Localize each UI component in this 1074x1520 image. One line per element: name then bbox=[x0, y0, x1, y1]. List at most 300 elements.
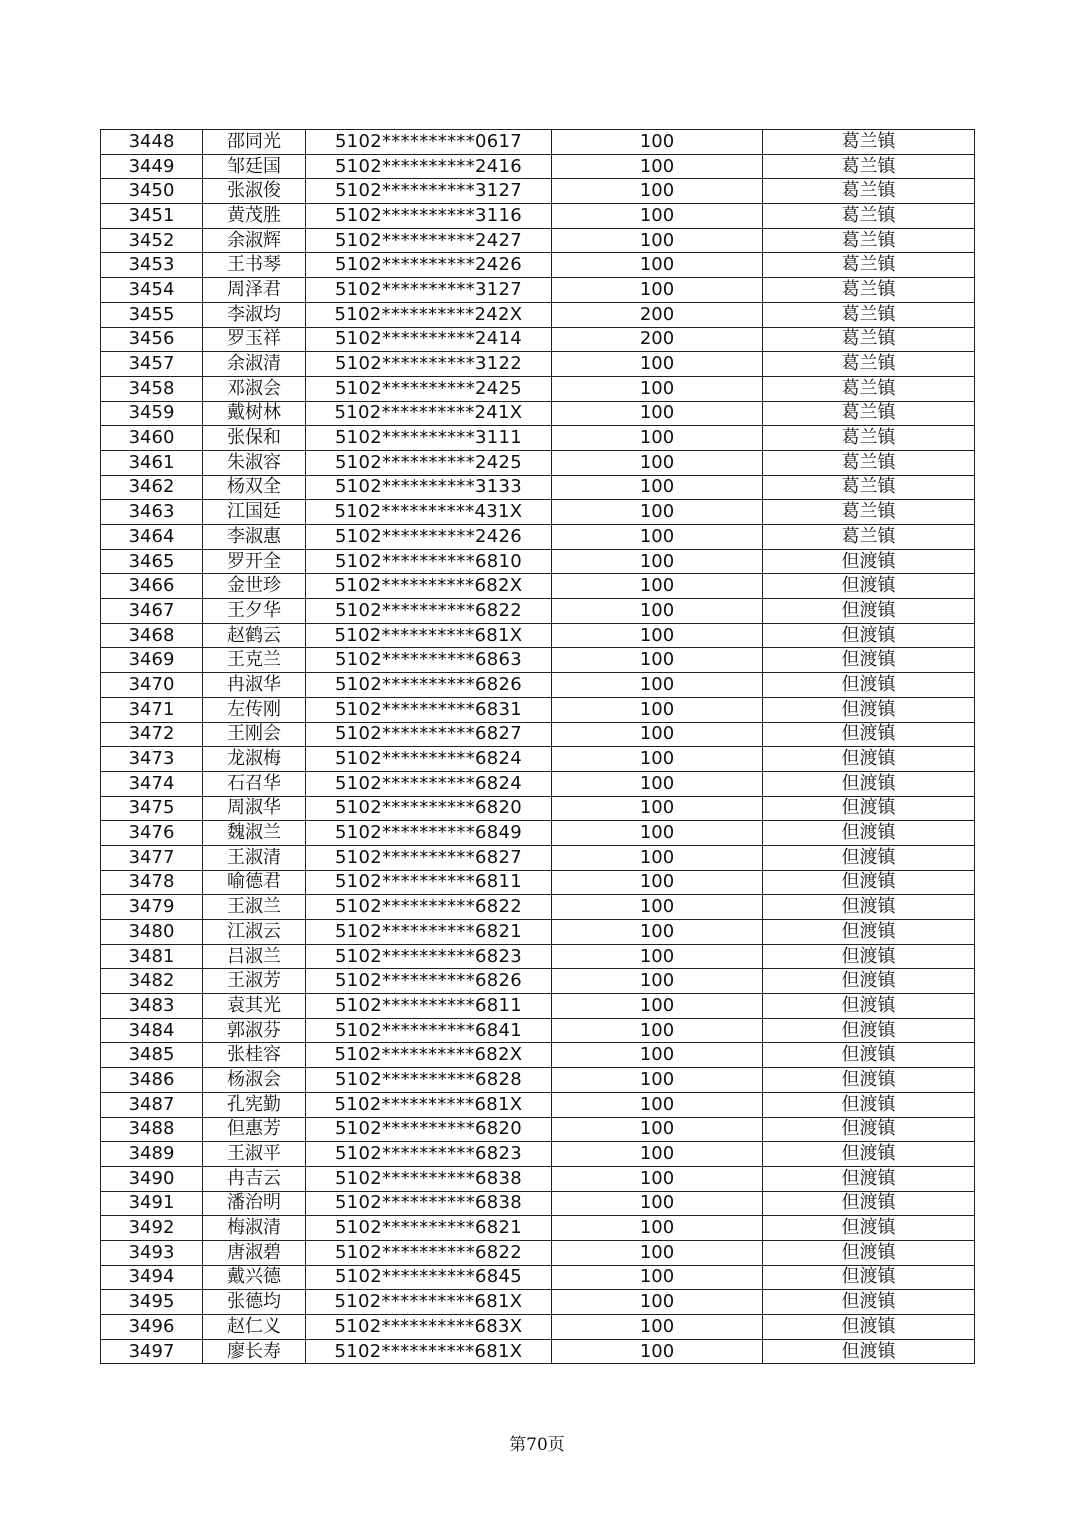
serial-number-cell: 3449 bbox=[101, 154, 203, 179]
name-cell: 唐淑碧 bbox=[203, 1240, 306, 1265]
town-cell: 但渡镇 bbox=[763, 1166, 975, 1191]
name-cell: 魏淑兰 bbox=[203, 821, 306, 846]
table-row bbox=[101, 697, 975, 722]
amount-cell: 100 bbox=[552, 697, 763, 722]
id-number-cell: 5102**********6822 bbox=[306, 599, 552, 624]
name-cell: 邵同光 bbox=[203, 130, 306, 155]
town-cell: 但渡镇 bbox=[763, 697, 975, 722]
serial-number-cell: 3459 bbox=[101, 401, 203, 426]
id-number-cell: 5102**********2425 bbox=[306, 376, 552, 401]
amount-cell: 100 bbox=[552, 1191, 763, 1216]
name-cell: 吕淑兰 bbox=[203, 944, 306, 969]
name-cell: 张德均 bbox=[203, 1290, 306, 1315]
name-cell: 冉淑华 bbox=[203, 673, 306, 698]
id-number-cell: 5102**********431X bbox=[306, 500, 552, 525]
id-number-cell: 5102**********6821 bbox=[306, 1216, 552, 1241]
table-row bbox=[101, 253, 975, 278]
amount-cell: 100 bbox=[552, 969, 763, 994]
name-cell: 邓淑会 bbox=[203, 376, 306, 401]
town-cell: 葛兰镇 bbox=[763, 179, 975, 204]
amount-cell: 100 bbox=[552, 920, 763, 945]
amount-cell: 100 bbox=[552, 1068, 763, 1093]
amount-cell: 100 bbox=[552, 722, 763, 747]
roster-table-body bbox=[101, 130, 975, 1364]
amount-cell: 100 bbox=[552, 1142, 763, 1167]
amount-cell: 100 bbox=[552, 895, 763, 920]
serial-number-cell: 3474 bbox=[101, 771, 203, 796]
serial-number-cell: 3485 bbox=[101, 1043, 203, 1068]
town-cell: 但渡镇 bbox=[763, 1043, 975, 1068]
id-number-cell: 5102**********6822 bbox=[306, 1240, 552, 1265]
serial-number-cell: 3497 bbox=[101, 1339, 203, 1364]
table-row bbox=[101, 796, 975, 821]
serial-number-cell: 3495 bbox=[101, 1290, 203, 1315]
name-cell: 孔宪勤 bbox=[203, 1092, 306, 1117]
amount-cell: 100 bbox=[552, 796, 763, 821]
id-number-cell: 5102**********242X bbox=[306, 302, 552, 327]
name-cell: 黄茂胜 bbox=[203, 204, 306, 229]
amount-cell: 100 bbox=[552, 500, 763, 525]
amount-cell: 100 bbox=[552, 1092, 763, 1117]
town-cell: 但渡镇 bbox=[763, 623, 975, 648]
town-cell: 葛兰镇 bbox=[763, 253, 975, 278]
serial-number-cell: 3494 bbox=[101, 1265, 203, 1290]
serial-number-cell: 3465 bbox=[101, 549, 203, 574]
town-cell: 但渡镇 bbox=[763, 1315, 975, 1340]
roster-table bbox=[100, 129, 975, 1364]
table-row bbox=[101, 574, 975, 599]
serial-number-cell: 3489 bbox=[101, 1142, 203, 1167]
town-cell: 但渡镇 bbox=[763, 648, 975, 673]
amount-cell: 200 bbox=[552, 302, 763, 327]
amount-cell: 100 bbox=[552, 1018, 763, 1043]
name-cell: 杨淑会 bbox=[203, 1068, 306, 1093]
id-number-cell: 5102**********2416 bbox=[306, 154, 552, 179]
id-number-cell: 5102**********6826 bbox=[306, 673, 552, 698]
amount-cell: 100 bbox=[552, 549, 763, 574]
table-row bbox=[101, 1142, 975, 1167]
serial-number-cell: 3456 bbox=[101, 327, 203, 352]
amount-cell: 100 bbox=[552, 648, 763, 673]
serial-number-cell: 3486 bbox=[101, 1068, 203, 1093]
amount-cell: 100 bbox=[552, 376, 763, 401]
name-cell: 左传刚 bbox=[203, 697, 306, 722]
table-row bbox=[101, 401, 975, 426]
name-cell: 邹廷国 bbox=[203, 154, 306, 179]
name-cell: 王刚会 bbox=[203, 722, 306, 747]
serial-number-cell: 3479 bbox=[101, 895, 203, 920]
table-row bbox=[101, 1092, 975, 1117]
town-cell: 但渡镇 bbox=[763, 1240, 975, 1265]
serial-number-cell: 3448 bbox=[101, 130, 203, 155]
serial-number-cell: 3469 bbox=[101, 648, 203, 673]
table-row bbox=[101, 747, 975, 772]
serial-number-cell: 3496 bbox=[101, 1315, 203, 1340]
town-cell: 但渡镇 bbox=[763, 944, 975, 969]
id-number-cell: 5102**********3127 bbox=[306, 278, 552, 303]
table-row bbox=[101, 130, 975, 155]
amount-cell: 100 bbox=[552, 1290, 763, 1315]
name-cell: 朱淑容 bbox=[203, 450, 306, 475]
id-number-cell: 5102**********681X bbox=[306, 1290, 552, 1315]
name-cell: 金世珍 bbox=[203, 574, 306, 599]
amount-cell: 200 bbox=[552, 327, 763, 352]
table-row bbox=[101, 179, 975, 204]
amount-cell: 100 bbox=[552, 599, 763, 624]
table-row bbox=[101, 1290, 975, 1315]
serial-number-cell: 3454 bbox=[101, 278, 203, 303]
id-number-cell: 5102**********6820 bbox=[306, 1117, 552, 1142]
town-cell: 但渡镇 bbox=[763, 549, 975, 574]
serial-number-cell: 3488 bbox=[101, 1117, 203, 1142]
town-cell: 但渡镇 bbox=[763, 1117, 975, 1142]
name-cell: 周泽君 bbox=[203, 278, 306, 303]
name-cell: 廖长寿 bbox=[203, 1339, 306, 1364]
id-number-cell: 5102**********2426 bbox=[306, 253, 552, 278]
amount-cell: 100 bbox=[552, 154, 763, 179]
table-row bbox=[101, 549, 975, 574]
serial-number-cell: 3451 bbox=[101, 204, 203, 229]
amount-cell: 100 bbox=[552, 1265, 763, 1290]
table-row bbox=[101, 327, 975, 352]
name-cell: 张淑俊 bbox=[203, 179, 306, 204]
town-cell: 但渡镇 bbox=[763, 1092, 975, 1117]
serial-number-cell: 3461 bbox=[101, 450, 203, 475]
name-cell: 江淑云 bbox=[203, 920, 306, 945]
amount-cell: 100 bbox=[552, 1043, 763, 1068]
table-row bbox=[101, 376, 975, 401]
amount-cell: 100 bbox=[552, 204, 763, 229]
serial-number-cell: 3457 bbox=[101, 352, 203, 377]
name-cell: 罗玉祥 bbox=[203, 327, 306, 352]
name-cell: 石召华 bbox=[203, 771, 306, 796]
amount-cell: 100 bbox=[552, 771, 763, 796]
id-number-cell: 5102**********683X bbox=[306, 1315, 552, 1340]
serial-number-cell: 3482 bbox=[101, 969, 203, 994]
table-row bbox=[101, 1315, 975, 1340]
id-number-cell: 5102**********6823 bbox=[306, 944, 552, 969]
amount-cell: 100 bbox=[552, 450, 763, 475]
serial-number-cell: 3462 bbox=[101, 475, 203, 500]
town-cell: 但渡镇 bbox=[763, 1290, 975, 1315]
id-number-cell: 5102**********6828 bbox=[306, 1068, 552, 1093]
id-number-cell: 5102**********3111 bbox=[306, 426, 552, 451]
amount-cell: 100 bbox=[552, 673, 763, 698]
id-number-cell: 5102**********6810 bbox=[306, 549, 552, 574]
town-cell: 但渡镇 bbox=[763, 969, 975, 994]
amount-cell: 100 bbox=[552, 747, 763, 772]
town-cell: 但渡镇 bbox=[763, 845, 975, 870]
town-cell: 但渡镇 bbox=[763, 1018, 975, 1043]
amount-cell: 100 bbox=[552, 1166, 763, 1191]
table-row bbox=[101, 845, 975, 870]
table-row bbox=[101, 969, 975, 994]
amount-cell: 100 bbox=[552, 870, 763, 895]
name-cell: 但惠芳 bbox=[203, 1117, 306, 1142]
id-number-cell: 5102**********6823 bbox=[306, 1142, 552, 1167]
id-number-cell: 5102**********6863 bbox=[306, 648, 552, 673]
name-cell: 赵鹤云 bbox=[203, 623, 306, 648]
name-cell: 郭淑芬 bbox=[203, 1018, 306, 1043]
town-cell: 葛兰镇 bbox=[763, 154, 975, 179]
amount-cell: 100 bbox=[552, 1315, 763, 1340]
name-cell: 余淑辉 bbox=[203, 228, 306, 253]
name-cell: 王淑平 bbox=[203, 1142, 306, 1167]
id-number-cell: 5102**********681X bbox=[306, 1339, 552, 1364]
town-cell: 葛兰镇 bbox=[763, 228, 975, 253]
town-cell: 但渡镇 bbox=[763, 1339, 975, 1364]
town-cell: 葛兰镇 bbox=[763, 204, 975, 229]
serial-number-cell: 3450 bbox=[101, 179, 203, 204]
name-cell: 戴兴德 bbox=[203, 1265, 306, 1290]
serial-number-cell: 3458 bbox=[101, 376, 203, 401]
id-number-cell: 5102**********2425 bbox=[306, 450, 552, 475]
table-row bbox=[101, 450, 975, 475]
id-number-cell: 5102**********6831 bbox=[306, 697, 552, 722]
table-row bbox=[101, 500, 975, 525]
serial-number-cell: 3475 bbox=[101, 796, 203, 821]
id-number-cell: 5102**********6821 bbox=[306, 920, 552, 945]
serial-number-cell: 3484 bbox=[101, 1018, 203, 1043]
town-cell: 但渡镇 bbox=[763, 1216, 975, 1241]
amount-cell: 100 bbox=[552, 821, 763, 846]
town-cell: 葛兰镇 bbox=[763, 450, 975, 475]
id-number-cell: 5102**********6827 bbox=[306, 845, 552, 870]
id-number-cell: 5102**********3127 bbox=[306, 179, 552, 204]
amount-cell: 100 bbox=[552, 1216, 763, 1241]
id-number-cell: 5102**********3122 bbox=[306, 352, 552, 377]
amount-cell: 100 bbox=[552, 525, 763, 550]
amount-cell: 100 bbox=[552, 426, 763, 451]
serial-number-cell: 3470 bbox=[101, 673, 203, 698]
serial-number-cell: 3483 bbox=[101, 994, 203, 1019]
table-row bbox=[101, 475, 975, 500]
id-number-cell: 5102**********681X bbox=[306, 623, 552, 648]
name-cell: 余淑清 bbox=[203, 352, 306, 377]
amount-cell: 100 bbox=[552, 130, 763, 155]
amount-cell: 100 bbox=[552, 179, 763, 204]
id-number-cell: 5102**********6838 bbox=[306, 1166, 552, 1191]
serial-number-cell: 3487 bbox=[101, 1092, 203, 1117]
town-cell: 葛兰镇 bbox=[763, 376, 975, 401]
amount-cell: 100 bbox=[552, 574, 763, 599]
serial-number-cell: 3473 bbox=[101, 747, 203, 772]
town-cell: 但渡镇 bbox=[763, 722, 975, 747]
id-number-cell: 5102**********6822 bbox=[306, 895, 552, 920]
table-row bbox=[101, 1117, 975, 1142]
serial-number-cell: 3477 bbox=[101, 845, 203, 870]
town-cell: 葛兰镇 bbox=[763, 130, 975, 155]
town-cell: 葛兰镇 bbox=[763, 525, 975, 550]
id-number-cell: 5102**********3133 bbox=[306, 475, 552, 500]
id-number-cell: 5102**********2414 bbox=[306, 327, 552, 352]
serial-number-cell: 3472 bbox=[101, 722, 203, 747]
id-number-cell: 5102**********6849 bbox=[306, 821, 552, 846]
table-row bbox=[101, 895, 975, 920]
town-cell: 但渡镇 bbox=[763, 747, 975, 772]
name-cell: 李淑惠 bbox=[203, 525, 306, 550]
amount-cell: 100 bbox=[552, 845, 763, 870]
name-cell: 王淑兰 bbox=[203, 895, 306, 920]
id-number-cell: 5102**********681X bbox=[306, 1092, 552, 1117]
amount-cell: 100 bbox=[552, 401, 763, 426]
table-row bbox=[101, 722, 975, 747]
name-cell: 李淑均 bbox=[203, 302, 306, 327]
table-row bbox=[101, 673, 975, 698]
table-row bbox=[101, 1191, 975, 1216]
name-cell: 王夕华 bbox=[203, 599, 306, 624]
id-number-cell: 5102**********6824 bbox=[306, 747, 552, 772]
serial-number-cell: 3467 bbox=[101, 599, 203, 624]
name-cell: 龙淑梅 bbox=[203, 747, 306, 772]
town-cell: 但渡镇 bbox=[763, 920, 975, 945]
town-cell: 葛兰镇 bbox=[763, 500, 975, 525]
id-number-cell: 5102**********6826 bbox=[306, 969, 552, 994]
table-row bbox=[101, 154, 975, 179]
table-row bbox=[101, 944, 975, 969]
serial-number-cell: 3480 bbox=[101, 920, 203, 945]
name-cell: 张桂容 bbox=[203, 1043, 306, 1068]
table-row bbox=[101, 525, 975, 550]
name-cell: 王淑芳 bbox=[203, 969, 306, 994]
town-cell: 葛兰镇 bbox=[763, 401, 975, 426]
table-row bbox=[101, 994, 975, 1019]
id-number-cell: 5102**********2427 bbox=[306, 228, 552, 253]
amount-cell: 100 bbox=[552, 1240, 763, 1265]
name-cell: 王克兰 bbox=[203, 648, 306, 673]
table-row bbox=[101, 1068, 975, 1093]
name-cell: 潘治明 bbox=[203, 1191, 306, 1216]
table-row bbox=[101, 599, 975, 624]
table-row bbox=[101, 1240, 975, 1265]
serial-number-cell: 3455 bbox=[101, 302, 203, 327]
serial-number-cell: 3468 bbox=[101, 623, 203, 648]
town-cell: 葛兰镇 bbox=[763, 327, 975, 352]
table-row bbox=[101, 228, 975, 253]
id-number-cell: 5102**********6811 bbox=[306, 994, 552, 1019]
serial-number-cell: 3491 bbox=[101, 1191, 203, 1216]
serial-number-cell: 3492 bbox=[101, 1216, 203, 1241]
town-cell: 葛兰镇 bbox=[763, 278, 975, 303]
name-cell: 戴树林 bbox=[203, 401, 306, 426]
serial-number-cell: 3464 bbox=[101, 525, 203, 550]
name-cell: 罗开全 bbox=[203, 549, 306, 574]
town-cell: 但渡镇 bbox=[763, 771, 975, 796]
id-number-cell: 5102**********6838 bbox=[306, 1191, 552, 1216]
table-row bbox=[101, 352, 975, 377]
name-cell: 冉吉云 bbox=[203, 1166, 306, 1191]
name-cell: 梅淑清 bbox=[203, 1216, 306, 1241]
table-row bbox=[101, 920, 975, 945]
name-cell: 王淑清 bbox=[203, 845, 306, 870]
amount-cell: 100 bbox=[552, 475, 763, 500]
id-number-cell: 5102**********6824 bbox=[306, 771, 552, 796]
town-cell: 葛兰镇 bbox=[763, 302, 975, 327]
town-cell: 但渡镇 bbox=[763, 673, 975, 698]
id-number-cell: 5102**********6820 bbox=[306, 796, 552, 821]
id-number-cell: 5102**********6845 bbox=[306, 1265, 552, 1290]
town-cell: 但渡镇 bbox=[763, 994, 975, 1019]
serial-number-cell: 3490 bbox=[101, 1166, 203, 1191]
serial-number-cell: 3453 bbox=[101, 253, 203, 278]
name-cell: 张保和 bbox=[203, 426, 306, 451]
table-row bbox=[101, 1216, 975, 1241]
amount-cell: 100 bbox=[552, 253, 763, 278]
town-cell: 但渡镇 bbox=[763, 796, 975, 821]
serial-number-cell: 3493 bbox=[101, 1240, 203, 1265]
serial-number-cell: 3466 bbox=[101, 574, 203, 599]
table-row bbox=[101, 1339, 975, 1364]
table-row bbox=[101, 870, 975, 895]
serial-number-cell: 3478 bbox=[101, 870, 203, 895]
amount-cell: 100 bbox=[552, 1339, 763, 1364]
table-row bbox=[101, 204, 975, 229]
town-cell: 但渡镇 bbox=[763, 895, 975, 920]
id-number-cell: 5102**********241X bbox=[306, 401, 552, 426]
name-cell: 喻德君 bbox=[203, 870, 306, 895]
amount-cell: 100 bbox=[552, 228, 763, 253]
name-cell: 周淑华 bbox=[203, 796, 306, 821]
amount-cell: 100 bbox=[552, 278, 763, 303]
town-cell: 但渡镇 bbox=[763, 599, 975, 624]
name-cell: 赵仁义 bbox=[203, 1315, 306, 1340]
id-number-cell: 5102**********0617 bbox=[306, 130, 552, 155]
name-cell: 王书琴 bbox=[203, 253, 306, 278]
table-row bbox=[101, 623, 975, 648]
town-cell: 但渡镇 bbox=[763, 1142, 975, 1167]
serial-number-cell: 3471 bbox=[101, 697, 203, 722]
table-row bbox=[101, 771, 975, 796]
amount-cell: 100 bbox=[552, 623, 763, 648]
table-row bbox=[101, 648, 975, 673]
amount-cell: 100 bbox=[552, 944, 763, 969]
amount-cell: 100 bbox=[552, 1117, 763, 1142]
id-number-cell: 5102**********6811 bbox=[306, 870, 552, 895]
table-row bbox=[101, 1265, 975, 1290]
id-number-cell: 5102**********682X bbox=[306, 1043, 552, 1068]
table-row bbox=[101, 821, 975, 846]
town-cell: 但渡镇 bbox=[763, 1191, 975, 1216]
town-cell: 但渡镇 bbox=[763, 574, 975, 599]
town-cell: 但渡镇 bbox=[763, 1068, 975, 1093]
table-row bbox=[101, 302, 975, 327]
town-cell: 葛兰镇 bbox=[763, 352, 975, 377]
name-cell: 杨双全 bbox=[203, 475, 306, 500]
town-cell: 但渡镇 bbox=[763, 821, 975, 846]
table-row bbox=[101, 1166, 975, 1191]
table-row bbox=[101, 1043, 975, 1068]
id-number-cell: 5102**********2426 bbox=[306, 525, 552, 550]
table-row bbox=[101, 426, 975, 451]
name-cell: 袁其光 bbox=[203, 994, 306, 1019]
serial-number-cell: 3460 bbox=[101, 426, 203, 451]
id-number-cell: 5102**********6841 bbox=[306, 1018, 552, 1043]
id-number-cell: 5102**********3116 bbox=[306, 204, 552, 229]
town-cell: 葛兰镇 bbox=[763, 475, 975, 500]
town-cell: 但渡镇 bbox=[763, 1265, 975, 1290]
amount-cell: 100 bbox=[552, 994, 763, 1019]
serial-number-cell: 3481 bbox=[101, 944, 203, 969]
town-cell: 葛兰镇 bbox=[763, 426, 975, 451]
table-row bbox=[101, 1018, 975, 1043]
serial-number-cell: 3463 bbox=[101, 500, 203, 525]
id-number-cell: 5102**********6827 bbox=[306, 722, 552, 747]
page-number: 第70页 bbox=[509, 1435, 565, 1455]
serial-number-cell: 3476 bbox=[101, 821, 203, 846]
serial-number-cell: 3452 bbox=[101, 228, 203, 253]
town-cell: 但渡镇 bbox=[763, 870, 975, 895]
id-number-cell: 5102**********682X bbox=[306, 574, 552, 599]
